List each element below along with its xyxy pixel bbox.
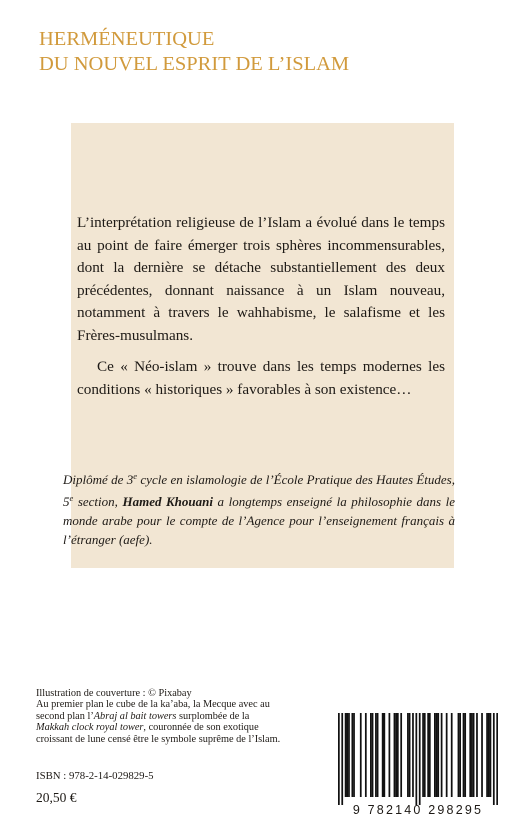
barcode-bar (397, 713, 399, 797)
bio-text: cycle en islamologie de l’École Pratique des Hautes Études, 5 (63, 472, 455, 509)
barcode-bar (471, 713, 473, 797)
barcode-bar (436, 713, 438, 797)
barcode-bar (377, 713, 379, 797)
book-title (39, 27, 349, 77)
barcode-bar (441, 713, 443, 797)
barcode-bar (493, 713, 495, 805)
barcode-bar (463, 713, 465, 797)
barcode-bar (389, 713, 391, 797)
barcode-bar (351, 713, 353, 797)
barcode-bar (382, 713, 384, 797)
summary-paragraph-1: L’interprétation religieuse de l’Islam a évolué dans le temps au point de faire émerger trois sphères incommensurables, dont la dernière se détache substantiellement des deux précédentes, donnant naissance à un Islam nouveau, notamment à travers le wahhabisme, le salafisme et les Frères-musulmans. (77, 214, 445, 344)
barcode-number: 9 782140 298295 (352, 803, 484, 817)
barcode-bar (434, 713, 436, 797)
barcode-bar (419, 713, 421, 805)
bio-text: Diplômé de 3 (63, 472, 134, 487)
barcode-bar (348, 713, 350, 797)
summary-paragraph-2: Ce « Néo-islam » trouve dans les temps modernes les conditions « historiques » favorables à son existence… (77, 358, 445, 398)
barcode-bar (375, 713, 377, 797)
barcode-bar (488, 713, 490, 797)
title-line-1: HERMÉNEUTIQUE (39, 28, 215, 50)
summary-text (77, 212, 445, 401)
credit-text: surplombée de la (176, 710, 250, 722)
barcode-bar (415, 713, 417, 805)
barcode-bar (464, 713, 466, 797)
barcode-bar (422, 713, 424, 797)
barcode-bar (341, 713, 343, 805)
barcode-bar (338, 713, 340, 805)
barcode-bar (412, 713, 414, 797)
bio-text: section, (73, 494, 123, 509)
barcode (338, 713, 498, 805)
barcode-bar (370, 713, 372, 797)
barcode-bar (473, 713, 475, 797)
credit-line: Illustration de couverture : © Pixabay (36, 688, 192, 699)
barcode-bar (424, 713, 426, 797)
barcode-bar (345, 713, 347, 797)
credit-description (36, 699, 281, 745)
author-bio (63, 467, 455, 549)
barcode-bar (469, 713, 471, 797)
author-name: Hamed Khouani (122, 494, 213, 509)
credit-italic: Abraj al bait towers (93, 710, 177, 722)
barcode-bar (427, 713, 429, 797)
bio-text: a longtemps enseigné la philosophie dans le monde arabe pour le compte de l’Agence pour l’enseignement français à l’étranger (aefe). (63, 494, 456, 547)
cover-credit (36, 688, 281, 745)
barcode-bar (459, 713, 461, 797)
title-line-2: DU NOUVEL ESPRIT DE L’ISLAM (39, 53, 350, 75)
barcode-bar (409, 713, 411, 797)
barcode-bar (481, 713, 483, 797)
barcode-bar (400, 713, 402, 797)
barcode-bar (490, 713, 492, 797)
barcode-bar (486, 713, 488, 797)
credit-text: Au premier plan le cube de la ka’aba, la Mecque avec au second plan l’ (36, 699, 270, 722)
barcode-bar (353, 713, 355, 797)
isbn: ISBN : 978-2-14-029829-5 (36, 770, 154, 782)
credit-text: , couronnée de son exotique croissant de lune censé être le symbole suprême de l’Islam. (36, 722, 281, 745)
credit-italic: Makkah clock royal tower (36, 722, 144, 734)
bio-superscript: e (69, 493, 74, 503)
barcode-bar (394, 713, 396, 797)
barcode-bar (346, 713, 348, 797)
barcode-bar (437, 713, 439, 797)
barcode-bar (446, 713, 448, 797)
barcode-bar (383, 713, 385, 797)
barcode-bar (496, 713, 498, 805)
barcode-bar (407, 713, 409, 797)
bio-superscript: e (133, 471, 138, 481)
barcode-bar (365, 713, 367, 797)
barcode-bar (372, 713, 374, 797)
price: 20,50 € (36, 790, 77, 805)
barcode-bar (429, 713, 431, 797)
barcode-bar (395, 713, 397, 797)
barcode-bar (360, 713, 362, 797)
barcode-bar (451, 713, 453, 797)
barcode-bar (476, 713, 478, 797)
barcode-bar (458, 713, 460, 797)
